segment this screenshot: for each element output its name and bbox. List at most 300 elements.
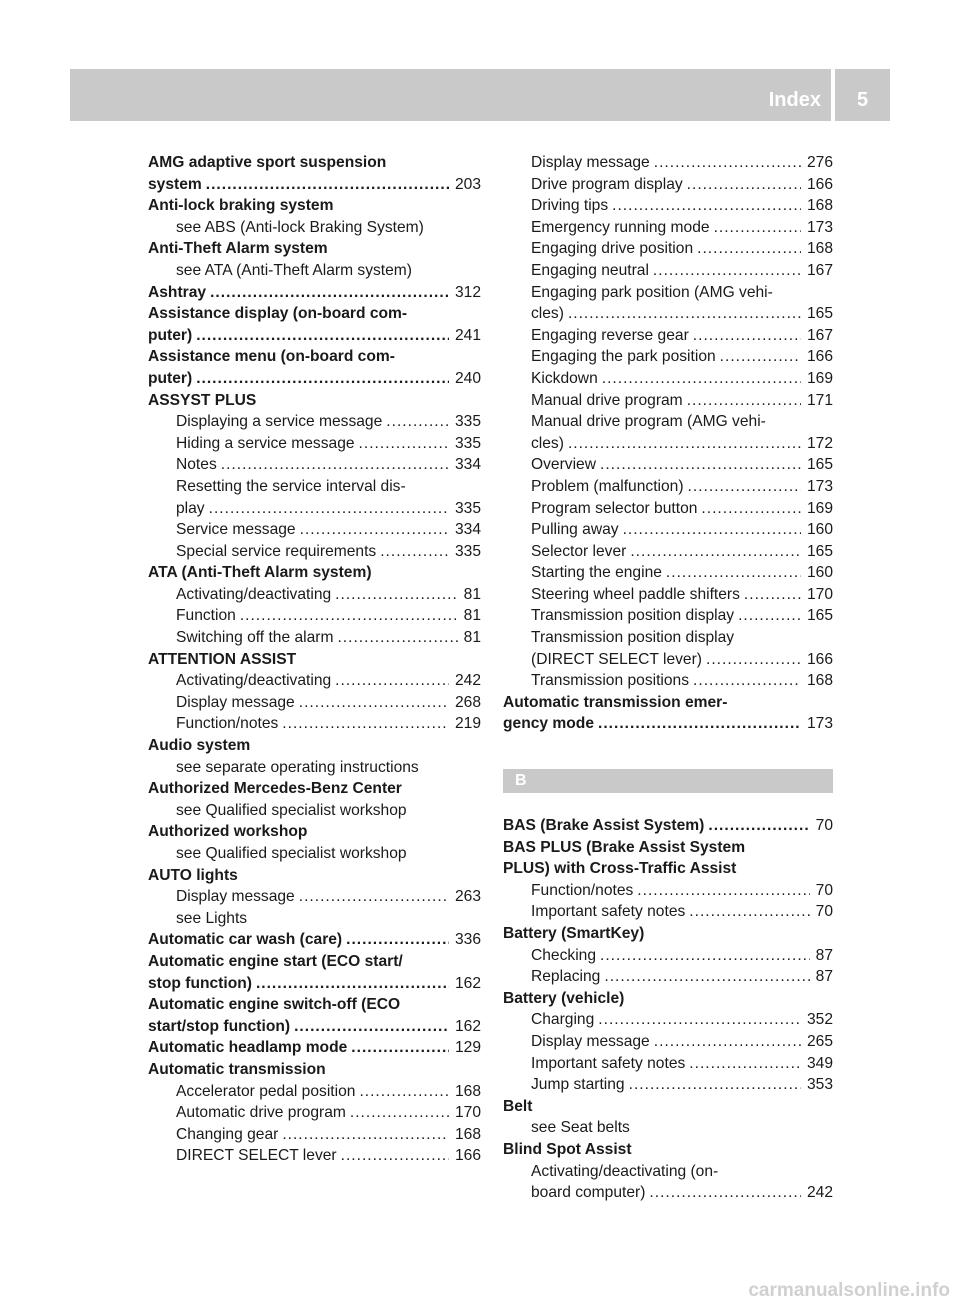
index-entry-subitem	[148, 260, 481, 282]
index-entry-subitem	[503, 945, 833, 967]
entry-page-ref[interactable]: 335	[454, 499, 481, 517]
index-entry-subitem	[503, 411, 833, 433]
entry-text: Transmission positions	[531, 672, 690, 690]
entry-text: cles)	[531, 434, 564, 452]
leader-dots	[666, 562, 801, 584]
entry-text: puter)	[148, 326, 193, 344]
entry-page-ref[interactable]: 70	[815, 881, 833, 899]
entry-text: Hiding a service message	[176, 434, 355, 452]
entry-text: Display message	[531, 1032, 650, 1050]
entry-page-ref[interactable]: 352	[806, 1011, 833, 1029]
entry-text: Function/notes	[531, 881, 634, 899]
index-entry-subitem	[503, 454, 833, 476]
index-entry-subitem	[503, 325, 833, 347]
leader-dots	[299, 886, 449, 908]
index-entry-subitem	[503, 368, 833, 390]
entry-text: Problem (malfunction)	[531, 477, 684, 495]
entry-text: board computer)	[531, 1184, 646, 1202]
entry-text: Jump starting	[531, 1076, 625, 1094]
index-entry-heading	[148, 1037, 481, 1059]
entry-page-ref[interactable]: 166	[806, 348, 833, 366]
entry-text: Function	[176, 607, 236, 625]
index-entry-heading	[148, 1016, 481, 1038]
entry-text: puter)	[148, 369, 193, 387]
leader-dots	[256, 973, 449, 995]
index-entry-subitem	[148, 411, 481, 433]
entry-text: Automatic engine start (ECO start/	[148, 952, 403, 970]
index-entry-subitem	[503, 476, 833, 498]
index-entry-subitem	[503, 880, 833, 902]
index-entry-subitem	[148, 1102, 481, 1124]
entry-text: Belt	[503, 1097, 533, 1115]
index-entry-heading	[148, 346, 481, 368]
entry-page-ref[interactable]: 81	[463, 585, 481, 603]
entry-text: Automatic drive program	[176, 1104, 346, 1122]
index-entry-subitem	[503, 649, 833, 671]
leader-dots	[337, 627, 457, 649]
entry-text: PLUS) with Cross-Traffic Assist	[503, 860, 737, 878]
entry-text: Manual drive program (AMG vehi-	[531, 413, 766, 431]
entry-page-ref[interactable]: 165	[806, 542, 833, 560]
index-entry-subitem	[148, 1145, 481, 1167]
entry-text: Changing gear	[176, 1125, 279, 1143]
entry-text: play	[176, 499, 205, 517]
entry-page-ref[interactable]: 162	[454, 974, 481, 992]
entry-text: Function/notes	[176, 715, 279, 733]
entry-text: Important safety notes	[531, 903, 686, 921]
index-entry-heading	[503, 815, 833, 837]
page-number: 5	[835, 69, 890, 121]
index-entry-subitem	[503, 1009, 833, 1031]
leader-dots	[602, 368, 801, 390]
entry-text: Blind Spot Assist	[503, 1140, 632, 1158]
entry-text: Overview	[531, 456, 596, 474]
index-entry-heading	[148, 282, 481, 304]
leader-dots	[600, 945, 810, 967]
index-entry-subitem	[503, 1074, 833, 1096]
index-entry-subitem	[148, 519, 481, 541]
entry-text: Drive program display	[531, 175, 683, 193]
entry-page-ref[interactable]: 165	[806, 456, 833, 474]
entry-page-ref[interactable]: 171	[806, 391, 833, 409]
entry-text: Authorized workshop	[148, 823, 308, 841]
index-entry-subitem	[503, 433, 833, 455]
index-entry-subitem	[148, 627, 481, 649]
index-entry-subitem	[503, 966, 833, 988]
entry-text: Activating/deactivating (on-	[531, 1162, 719, 1180]
index-entry-subitem	[148, 584, 481, 606]
entry-text: Replacing	[531, 968, 601, 986]
leader-dots	[693, 325, 801, 347]
entry-text: BAS (Brake Assist System)	[503, 817, 705, 835]
index-entry-heading	[148, 778, 481, 800]
index-list-a	[503, 152, 833, 735]
index-entry-heading	[148, 368, 481, 390]
index-entry-subitem	[148, 217, 481, 239]
leader-dots	[649, 1182, 801, 1204]
index-entry-heading	[148, 821, 481, 843]
leader-dots	[653, 260, 801, 282]
entry-page-ref[interactable]: 334	[454, 521, 481, 539]
entry-text: Automatic headlamp mode	[148, 1039, 348, 1057]
index-entry-subitem	[148, 1081, 481, 1103]
entry-page-ref[interactable]: 349	[806, 1054, 833, 1072]
entry-text: stop function)	[148, 974, 252, 992]
index-entry-heading	[148, 1059, 481, 1081]
entry-page-ref[interactable]: 168	[806, 197, 833, 215]
entry-text: Engaging the park position	[531, 348, 716, 366]
leader-dots	[346, 929, 449, 951]
leader-dots	[688, 476, 801, 498]
index-entry-subitem	[503, 605, 833, 627]
index-entry-heading	[148, 735, 481, 757]
entry-page-ref[interactable]: 87	[815, 946, 833, 964]
entry-text: Charging	[531, 1011, 595, 1029]
entry-text: system	[148, 175, 202, 193]
entry-page-ref[interactable]: 335	[454, 542, 481, 560]
entry-text: Anti-Theft Alarm system	[148, 240, 328, 258]
entry-text: Engaging park position (AMG vehi-	[531, 283, 773, 301]
leader-dots	[708, 815, 809, 837]
index-entry-subitem	[503, 584, 833, 606]
entry-page-ref[interactable]: 334	[454, 456, 481, 474]
index-entry-subitem	[148, 454, 481, 476]
index-entry-subitem	[503, 1161, 833, 1183]
entry-page-ref[interactable]: 172	[806, 434, 833, 452]
index-entry-heading	[148, 994, 481, 1016]
leader-dots	[637, 880, 809, 902]
entry-page-ref[interactable]: 219	[454, 715, 481, 733]
entry-page-ref[interactable]: 335	[454, 413, 481, 431]
index-entry-subitem	[503, 195, 833, 217]
index-column-right	[503, 152, 833, 1204]
index-entry-heading	[148, 174, 481, 196]
entry-page-ref[interactable]: 166	[806, 175, 833, 193]
leader-dots	[693, 670, 801, 692]
entry-page-ref[interactable]: 241	[454, 326, 481, 344]
entry-text: Driving tips	[531, 197, 609, 215]
entry-text: see separate operating instructions	[176, 758, 419, 776]
index-entry-subitem	[148, 498, 481, 520]
entry-page-ref[interactable]: 70	[815, 817, 833, 835]
entry-text: Program selector button	[531, 499, 698, 517]
index-entry-subitem	[148, 1124, 481, 1146]
index-list-b	[503, 815, 833, 1204]
leader-dots	[701, 498, 801, 520]
entry-page-ref[interactable]: 70	[815, 903, 833, 921]
leader-dots	[706, 649, 801, 671]
leader-dots	[598, 1009, 801, 1031]
entry-text: Automatic engine switch-off (ECO	[148, 996, 401, 1014]
index-entry-subitem	[503, 1182, 833, 1204]
index-entry-heading	[148, 649, 481, 671]
entry-text: Accelerator pedal position	[176, 1082, 356, 1100]
index-entry-subitem	[503, 282, 833, 304]
index-entry-subitem	[148, 605, 481, 627]
entry-text: Resetting the service interval dis-	[176, 477, 406, 495]
leader-dots	[600, 454, 801, 476]
index-entry-heading	[503, 692, 833, 714]
entry-page-ref[interactable]: 242	[806, 1184, 833, 1202]
entry-text: Audio system	[148, 737, 251, 755]
index-entry-subitem	[503, 217, 833, 239]
leader-dots	[720, 346, 801, 368]
leader-dots	[221, 454, 449, 476]
entry-page-ref[interactable]: 165	[806, 305, 833, 323]
index-entry-subitem	[503, 498, 833, 520]
leader-dots	[359, 433, 449, 455]
entry-text: Service message	[176, 521, 296, 539]
index-entry-heading	[148, 303, 481, 325]
leader-dots	[335, 670, 449, 692]
header-bar	[70, 69, 831, 121]
leader-dots	[351, 1037, 449, 1059]
index-entry-heading	[503, 1096, 833, 1118]
index-entry-heading	[503, 1139, 833, 1161]
index-entry-heading	[148, 390, 481, 412]
leader-dots	[697, 238, 801, 260]
leader-dots	[604, 966, 809, 988]
entry-page-ref[interactable]: 263	[454, 888, 481, 906]
index-entry-heading	[503, 923, 833, 945]
leader-dots	[209, 498, 449, 520]
entry-text: Engaging drive position	[531, 240, 694, 258]
entry-text: Battery (SmartKey)	[503, 925, 645, 942]
entry-text: Automatic transmission emer-	[503, 693, 728, 711]
entry-text: Pulling away	[531, 521, 619, 539]
index-entry-heading	[503, 713, 833, 735]
section-heading-b: B	[503, 769, 833, 793]
leader-dots	[335, 584, 457, 606]
entry-text: Activating/deactivating	[176, 672, 332, 690]
entry-text: BAS PLUS (Brake Assist System	[503, 838, 746, 856]
index-entry-subitem	[503, 174, 833, 196]
entry-text: see ATA (Anti-Theft Alarm system)	[176, 261, 412, 279]
index-entry-heading	[503, 988, 833, 1010]
leader-dots	[386, 411, 449, 433]
index-entry-subitem	[148, 713, 481, 735]
entry-page-ref[interactable]: 173	[806, 477, 833, 495]
entry-text: Display message	[176, 888, 295, 906]
entry-page-ref[interactable]: 160	[806, 564, 833, 582]
index-entry-subitem	[503, 1031, 833, 1053]
index-entry-subitem	[503, 346, 833, 368]
entry-text: start/stop function)	[148, 1017, 291, 1035]
entry-page-ref[interactable]: 168	[806, 672, 833, 690]
entry-page-ref[interactable]: 170	[806, 585, 833, 603]
entry-text: see ABS (Anti-lock Braking System)	[176, 218, 424, 236]
entry-page-ref[interactable]: 166	[806, 650, 833, 668]
header-title: Index	[768, 89, 821, 111]
index-entry-subitem	[148, 908, 481, 930]
leader-dots	[568, 303, 801, 325]
entry-text: cles)	[531, 305, 564, 323]
entry-text: Anti-lock braking system	[148, 197, 334, 215]
index-entry-subitem	[148, 757, 481, 779]
entry-text: Important safety notes	[531, 1054, 686, 1072]
entry-page-ref[interactable]: 242	[454, 672, 481, 690]
entry-page-ref[interactable]: 166	[454, 1147, 481, 1165]
entry-page-ref[interactable]: 312	[454, 283, 481, 301]
entry-text: Checking	[531, 946, 597, 964]
index-entry-subitem	[148, 800, 481, 822]
entry-text: ATTENTION ASSIST	[148, 650, 297, 668]
entry-text: Transmission position display	[531, 607, 735, 625]
entry-page-ref[interactable]: 81	[463, 607, 481, 625]
leader-dots	[744, 584, 801, 606]
entry-text: Selector lever	[531, 542, 627, 560]
leader-dots	[210, 282, 449, 304]
entry-page-ref[interactable]: 170	[454, 1104, 481, 1122]
index-entry-subitem	[148, 843, 481, 865]
leader-dots	[598, 713, 801, 735]
index-column-left	[148, 152, 481, 1167]
index-entry-heading	[148, 562, 481, 584]
index-entry-heading	[503, 837, 833, 859]
entry-page-ref[interactable]: 168	[806, 240, 833, 258]
leader-dots	[300, 519, 449, 541]
entry-text: Displaying a service message	[176, 413, 383, 431]
entry-text: Switching off the alarm	[176, 629, 334, 647]
entry-text: Emergency running mode	[531, 218, 710, 236]
entry-text: Automatic car wash (care)	[148, 931, 343, 949]
index-entry-subitem	[503, 670, 833, 692]
index-entry-subitem	[503, 390, 833, 412]
leader-dots	[623, 519, 801, 541]
entry-text: DIRECT SELECT lever	[176, 1147, 337, 1165]
index-entry-heading	[148, 865, 481, 887]
entry-text: ATA (Anti-Theft Alarm system)	[148, 564, 372, 582]
entry-page-ref[interactable]: 265	[806, 1032, 833, 1050]
leader-dots	[350, 1102, 449, 1124]
index-entry-heading	[148, 951, 481, 973]
entry-text: Engaging reverse gear	[531, 326, 689, 344]
leader-dots	[568, 433, 801, 455]
entry-text: see Qualified specialist workshop	[176, 845, 407, 862]
index-entry-subitem	[148, 670, 481, 692]
entry-page-ref[interactable]: 173	[806, 715, 833, 733]
entry-page-ref[interactable]: 167	[806, 261, 833, 279]
entry-text: Activating/deactivating	[176, 585, 332, 603]
entry-page-ref[interactable]: 167	[806, 326, 833, 344]
entry-text: Manual drive program	[531, 391, 683, 409]
entry-text: Starting the engine	[531, 564, 662, 582]
leader-dots	[196, 325, 449, 347]
leader-dots	[654, 1031, 801, 1053]
index-entry-subitem	[503, 627, 833, 649]
entry-text: (DIRECT SELECT lever)	[531, 650, 702, 668]
entry-text: ASSYST PLUS	[148, 391, 257, 409]
index-entry-subitem	[148, 886, 481, 908]
entry-page-ref[interactable]: 168	[454, 1125, 481, 1143]
leader-dots	[654, 152, 801, 174]
entry-page-ref[interactable]: 169	[806, 499, 833, 517]
entry-page-ref[interactable]: 87	[815, 968, 833, 986]
leader-dots	[206, 174, 449, 196]
entry-page-ref[interactable]: 203	[454, 175, 481, 193]
leader-dots	[359, 1081, 449, 1103]
leader-dots	[299, 692, 449, 714]
entry-text: Display message	[176, 693, 295, 711]
leader-dots	[689, 1053, 801, 1075]
leader-dots	[196, 368, 449, 390]
entry-text: see Lights	[176, 909, 248, 927]
index-entry-subitem	[503, 562, 833, 584]
index-entry-heading	[148, 973, 481, 995]
entry-page-ref[interactable]: 129	[454, 1039, 481, 1057]
entry-text: Notes	[176, 456, 217, 474]
entry-page-ref[interactable]: 353	[806, 1076, 833, 1094]
entry-text: gency mode	[503, 715, 594, 733]
leader-dots	[630, 541, 801, 563]
entry-text: Automatic transmission	[148, 1060, 326, 1078]
index-entry-subitem	[148, 692, 481, 714]
leader-dots	[612, 195, 801, 217]
entry-text: Kickdown	[531, 369, 598, 387]
entry-text: AUTO lights	[148, 866, 238, 884]
entry-text: see Qualified specialist workshop	[176, 801, 407, 819]
leader-dots	[629, 1074, 801, 1096]
entry-text: Display message	[531, 154, 650, 171]
entry-text: Authorized Mercedes-Benz Center	[148, 780, 402, 798]
entry-text: AMG adaptive sport suspension	[148, 154, 387, 171]
entry-text: Ashtray	[148, 283, 207, 301]
leader-dots	[714, 217, 801, 239]
entry-text: Steering wheel paddle shifters	[531, 585, 740, 603]
entry-page-ref[interactable]: 168	[454, 1082, 481, 1100]
entry-page-ref[interactable]: 335	[454, 434, 481, 452]
leader-dots	[282, 713, 449, 735]
index-entry-heading	[148, 152, 481, 174]
entry-text: Transmission position display	[531, 629, 735, 647]
entry-page-ref[interactable]: 162	[454, 1017, 481, 1035]
leader-dots	[282, 1124, 449, 1146]
index-entry-heading	[148, 929, 481, 951]
leader-dots	[738, 605, 801, 627]
entry-page-ref[interactable]: 276	[806, 154, 833, 171]
leader-dots	[689, 901, 809, 923]
entry-page-ref[interactable]: 165	[806, 607, 833, 625]
index-entry-subitem	[503, 1117, 833, 1139]
index-entry-subitem	[503, 152, 833, 174]
index-entry-subitem	[148, 476, 481, 498]
leader-dots	[380, 541, 449, 563]
entry-page-ref[interactable]: 173	[806, 218, 833, 236]
leader-dots	[687, 174, 801, 196]
entry-page-ref[interactable]: 268	[454, 693, 481, 711]
entry-page-ref[interactable]: 336	[454, 931, 481, 949]
leader-dots	[341, 1145, 449, 1167]
leader-dots	[294, 1016, 449, 1038]
index-entry-subitem	[148, 541, 481, 563]
index-entry-subitem	[503, 260, 833, 282]
index-entry-heading	[148, 238, 481, 260]
index-entry-heading	[148, 325, 481, 347]
index-entry-subitem	[503, 1053, 833, 1075]
entry-page-ref[interactable]: 81	[463, 629, 481, 647]
entry-page-ref[interactable]: 240	[454, 369, 481, 387]
entry-page-ref[interactable]: 169	[806, 369, 833, 387]
entry-text: see Seat belts	[531, 1119, 630, 1137]
watermark: carmanualsonline.info	[748, 1280, 950, 1301]
index-entry-subitem	[503, 238, 833, 260]
index-entry-subitem	[503, 303, 833, 325]
entry-text: Special service requirements	[176, 542, 377, 560]
leader-dots	[687, 390, 801, 412]
index-entry-subitem	[148, 433, 481, 455]
entry-text: Battery (vehicle)	[503, 989, 625, 1007]
entry-page-ref[interactable]: 160	[806, 521, 833, 539]
